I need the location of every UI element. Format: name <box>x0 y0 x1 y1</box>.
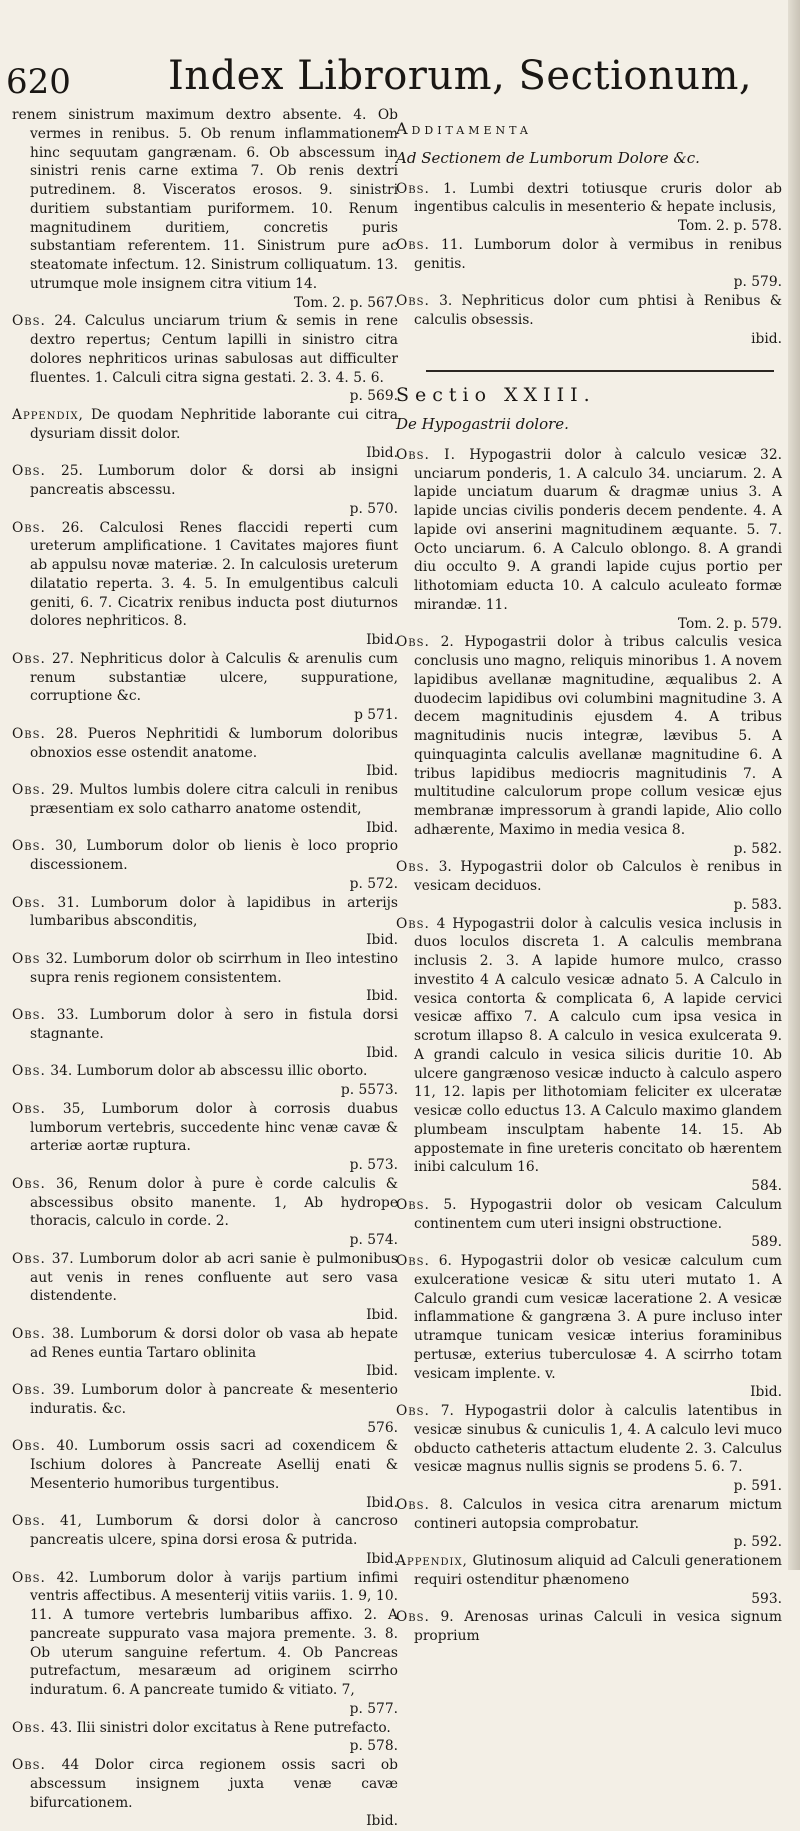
entry-text: 36, Renum dolor à pure è corde calculis & abscessibus obsito manente. 1, Ab hydrope thoracis, calculo in corde. 2. <box>30 1175 399 1230</box>
index-entry <box>12 312 398 406</box>
entry-text: 1. Lumbi dextri totiusque cruris dolor ab ingentibus calculis in mesenterio & hepate inclusis, <box>414 180 782 216</box>
entry-text: 24. Calculus unciarum trium & semis in rene dextro repertus; Centum lapilli in sinistro citra dolores nephriticos urinas sabulosas aut difficulter fluentes. 1. Calculi citra signa gestati. 2. 3. 4. 5. 6. <box>30 313 399 386</box>
page-reference: 584. <box>751 1178 782 1194</box>
entry-text: 29. Multos lumbis dolere citra calculi in renibus præsentiam ex solo catharro anatome ostendit, <box>30 782 398 817</box>
entry-label: Appendix, <box>12 407 84 423</box>
entry-text: 30, Lumborum dolor ob lienis è loco proprio discessionem. <box>30 838 399 873</box>
entry-text: 8. Calculos in vesica citra arenarum mictum contineri autopsia comprobatur. <box>414 1496 782 1532</box>
page-reference: Ibid. <box>366 1550 398 1567</box>
entry-label: Obs. I. <box>396 446 456 463</box>
index-entry <box>12 406 398 462</box>
page-reference: Ibid. <box>366 1044 398 1061</box>
page-reference: p. 573. <box>349 1157 398 1173</box>
page-reference: p. 592. <box>733 1534 782 1551</box>
page-reference: p. 582. <box>733 840 782 857</box>
page-number: 620 <box>6 62 71 102</box>
index-entry <box>12 1175 398 1250</box>
index-entry <box>396 1402 782 1496</box>
entry-label: Obs. <box>12 838 46 855</box>
index-entry <box>12 1381 398 1437</box>
entry-label: Obs. <box>396 1196 430 1213</box>
page-reference: p. 579. <box>733 274 782 291</box>
index-entry <box>12 1250 398 1325</box>
page-reference: Ibid. <box>366 1363 398 1380</box>
page-reference: Ibid. <box>366 763 398 780</box>
page-reference: ibid. <box>751 330 782 347</box>
index-entry <box>396 292 782 348</box>
entry-label: Obs. <box>12 463 46 480</box>
page-reference: 589. <box>751 1234 782 1251</box>
entry-text: 34. Lumborum dolor ab abscessu illic oborto. <box>50 1063 368 1080</box>
entry-text: 7. Hypogastrii dolor à calculis latentibus in vesicæ sinubus & cuniculis 1, 4. A calculo levi muco obducto catheteris attactum eludente 2. 3. Calculus vesicæ magnus nullis signis se prodens 5. 6. 7. <box>414 1403 782 1476</box>
entry-text: 41, Lumborum & dorsi dolor à cancroso pancreatis ulcere, spina dorsi erosa & putrida. <box>30 1513 398 1548</box>
entry-label: Obs. <box>12 1325 46 1342</box>
entry-label: Obs. <box>12 650 46 667</box>
entry-text: 6. Hypogastrii dolor ob vesicæ calculum cum exulceratione vesicæ & situ uteri mutato 1. A Calculo grandi cum vesicæ laceratione 2. A vesicæ inflammatione & gangræna 3. A pure incluso inter utramque tunicam vesicæ interius foraminibus pertusæ, exterius tuberculosæ 4. A scirrho totam vesicam implente. v. <box>414 1253 782 1382</box>
page-reference: Ibid. <box>366 1813 398 1830</box>
entry-text: 40. Lumborum ossis sacri ad coxendicem & Ischium dolores à Pancreate Asellij enati & Mesenterio humoribus turgentibus. <box>30 1438 399 1492</box>
entry-label: Obs. <box>12 1382 46 1398</box>
entry-text: 11. Lumborum dolor à vermibus in renibus genitis. <box>414 236 782 272</box>
entry-text: Hypogastrii dolor à calculo vesicæ 32. unciarum ponderis, 1. A calculo 34. unciarum. 2. A lapide unciatum duarum & dragmæ unius 3. A lapide uncias civilis ponderis decem pendente. 4. A lapide ovi anserini magnitudinem æquante. 5. 7. Octo unciarum. 6. A Calculo oblongo. 8. A grandi diu occulto 9. A grandi lapide cujus portio per lithotomiam educta 10. A calculo aculeato formæ mirandæ. 11. <box>414 446 782 613</box>
entry-label: Obs. <box>12 1569 46 1586</box>
index-entry <box>396 1252 782 1402</box>
entry-text: 43. Ilii sinistri dolor excitatus à Rene putrefacto. <box>50 1719 391 1736</box>
index-entry <box>396 633 782 858</box>
entry-text: renem sinistrum maximum dextro absente. 4. Ob vermes in renibus. 5. Ob renum inflammationem hinc sequutam gangrænam. 6. Ob abscessum in sinistri renis carne extima 7. Ob renis dextri putredinem. 8. Visceratos erosos. 9. sinistri duritiem substantiam puriformem. 10. Renum magnitudinem duritiem, concretis puris substantiam referentem. 11. Sinistrum pure ac steatomate infectum. 12. Sinistrum colliquatum. 13. utrumque mole insignem citra vitium 14. <box>12 107 398 292</box>
entry-text: 27. Nephriticus dolor à Calculis & arenulis cum renum substantiæ ulcere, suppuratione, corruptione &c. <box>30 650 398 705</box>
page-reference: Ibid. <box>366 444 398 461</box>
entry-label: Obs. <box>12 1063 46 1080</box>
index-entry <box>12 1062 398 1100</box>
entry-text: De quodam Nephritide laborante cui citra dysuriam dissit dolor. <box>30 407 399 442</box>
entry-text: 33. Lumborum dolor à sero in fistula dorsi stagnante. <box>30 1007 398 1042</box>
page-reference: p. 570. <box>349 500 398 517</box>
entry-label: Obs. <box>12 1513 46 1530</box>
index-entry <box>396 1608 782 1646</box>
index-entry <box>12 1756 398 1831</box>
index-entry <box>12 1100 398 1175</box>
index-entry <box>12 950 398 1006</box>
page-reference: p. 577. <box>349 1700 398 1717</box>
entry-text: 44 Dolor circa regionem ossis sacri ob abscessum insignem juxta venæ cavæ bifurcationem. <box>30 1757 398 1811</box>
index-entry <box>12 1569 398 1719</box>
additamenta-list <box>396 180 782 349</box>
entry-text: 32. Lumborum dolor ob scirrhum in Ileo intestino supra renis regionem consistentem. <box>30 950 398 986</box>
page-reference: p. 583. <box>733 896 782 913</box>
entry-label: Obs. <box>396 180 430 197</box>
entry-text: 3. Nephriticus dolor cum phtisi à Renibus & calculis obsessis. <box>414 293 782 328</box>
page-reference: Ibid. <box>750 1384 782 1401</box>
index-entry <box>396 180 782 236</box>
page-reference: p. 569. <box>349 388 398 405</box>
entry-text: 35, Lumborum dolor à corrosis duabus lumborum vertebris, succedente hinc venæ cavæ & arteriæ aortæ ruptura. <box>30 1100 398 1155</box>
running-title: Index Librorum, Sectionum, <box>168 53 753 99</box>
right-column <box>396 106 782 1646</box>
entry-label: Obs. <box>396 1253 430 1269</box>
entry-label: Obs. <box>396 634 430 651</box>
index-entry <box>396 1496 782 1552</box>
page-reference: 576. <box>367 1419 398 1436</box>
entry-label: Obs. <box>396 915 430 932</box>
entry-label: Obs. <box>12 1757 46 1773</box>
entry-label: Obs. <box>12 313 46 330</box>
entry-label: Obs. <box>396 1496 430 1513</box>
entry-text: 42. Lumborum dolor à varijs partium infimi ventris affectibus. A mesenterij vitiis variis. 1. 9, 10. 11. A tumore vertebris lumbaribus affixo. 2. A pancreate suppurato vasa majora premente. 3. 8. Ob uterum sanguine refertum. 4. Ob Pancreas putrefactum, mesaræum ad originem scirrho induratum. 6. A pancreate tumido & vitiato. 7, <box>30 1569 398 1698</box>
entry-label: Obs. <box>12 782 46 798</box>
page-reference: p. 5573. <box>340 1082 398 1098</box>
section-entries <box>396 446 782 1646</box>
index-entry <box>396 1196 782 1252</box>
entry-text: 4 Hypogastrii dolor à calculis vesica inclusis in duos loculos discreta 1. A calculis membrana inclusis 2. 3. A lapide humore mulco, crasso investito 4 A calculo vesicæ adnato 5. A Calculo in vesica contorta & complicata 6, A lapide cervici vesicæ affixo 7. A calculo cum ipsa vesica in scrotum illapso 8. A calculo in vesica exulcerata 9. A grandi calculo in vesica silicis duritie 10. Ab ulcere gangrænoso vesicæ inducto à calculo aspero 11, 12. lapis per lithotomiam feliciter ex ulceratæ vesicæ collo eductus 13. A Calculo maximo glandem plumbeam insculptam habente 14. 15. Ab appostemate in fine ureteris concitato ob hærentem inibi calculum 16. <box>414 915 782 1176</box>
index-entry <box>12 650 398 725</box>
index-entry <box>12 1325 398 1381</box>
entry-text: 37. Lumborum dolor ab acri sanie è pulmonibus aut venis in renes confluente aut sero vasa distendente. <box>30 1250 399 1305</box>
entry-text: 31. Lumborum dolor à lapidibus in arterijs lumbaribus absconditis, <box>30 894 399 930</box>
entry-text: 26. Calculosi Renes flaccidi reperti cum ureterum amplificatione. 1 Cavitates majores fiunt ab appulsu novæ materiæ. 2. In calculosis ureterum dilatatio reperta. 3. 4. 5. In emulgentibus calculi geniti, 6. 7. Cicatrix renibus inducta post diuturnos dolores nephriticos. 8. <box>30 519 399 630</box>
entry-text: 39. Lumborum dolor à pancreate & mesenterio induratis. &c. <box>30 1382 398 1417</box>
index-entry <box>12 519 398 650</box>
additamenta-title: Additamenta <box>396 119 532 138</box>
entry-text: 3. Hypogastrii dolor ob Calculos è renibus in vesicam deciduos. <box>414 859 782 894</box>
page-reference: p. 574. <box>349 1232 398 1248</box>
page-reference: Tom. 2. p. 579. <box>677 615 782 632</box>
index-entry <box>396 858 782 914</box>
index-entry <box>12 781 398 837</box>
page-reference: Tom. 2. p. 567. <box>293 294 398 311</box>
entry-label: Obs. <box>12 1100 46 1117</box>
entry-label: Obs. <box>396 859 430 876</box>
page-reference: p. 578. <box>349 1738 398 1755</box>
entry-label: Appendix, <box>396 1553 468 1569</box>
section-subtitle: De Hypogastrii dolore. <box>396 415 569 433</box>
entry-text: 9. Arenosas urinas Calculi in vesica signum proprium <box>414 1609 782 1644</box>
entry-text: Glutinosum aliquid ad Calculi generationem requiri ostenditur phænomeno <box>414 1553 782 1588</box>
section-divider <box>426 370 774 372</box>
entry-label: Obs. <box>396 293 430 309</box>
entry-text: 28. Pueros Nephritidi & lumborum doloribus obnoxios esse ostendit anatome. <box>30 725 398 761</box>
entry-label: Obs. <box>12 519 46 536</box>
index-entry <box>12 725 398 781</box>
entry-label: Obs. <box>12 725 46 742</box>
index-entry <box>12 894 398 950</box>
entry-label: Obs. <box>12 1007 46 1023</box>
index-entry <box>12 462 398 518</box>
additamenta-subtitle: Ad Sectionem de Lumborum Dolore &c. <box>396 148 700 167</box>
entry-label: Obs. <box>12 1719 46 1736</box>
entry-label: Obs. <box>396 1403 430 1419</box>
index-entry <box>396 446 782 634</box>
page-reference: p. 572. <box>349 875 398 892</box>
entry-label: Obs. <box>396 236 430 253</box>
index-entry <box>396 1552 782 1608</box>
entry-text: 2. Hypogastrii dolor à tribus calculis vesica conclusis uno magno, reliquis minoribus 1. A novem lapidibus avellanæ magnitudine, æqualibus 2. A duodecim lapidibus ovi columbini magnitudine 3. A decem magnitudinis ejusdem 4. A tribus magnitudinis nucis integræ, lævibus 5. A quinquaginta calculis avellanæ magnitudine 6. A tribus lapidibus mediocris magnitudinis 7. A multitudine calculorum prope collum vesicæ ejus membranæ impressorum à grandi lapide, Alio collo adhærente, Maximo in media vesica 8. <box>414 634 782 838</box>
entry-label: Obs. <box>12 894 46 911</box>
page-reference: Ibid. <box>366 988 398 1005</box>
entry-label: Obs. <box>12 1175 46 1192</box>
index-entry <box>12 837 398 893</box>
entry-label: Obs. <box>12 1438 46 1455</box>
entry-text: 5. Hypogastrii dolor ob vesicam Calculum continentem cum uteri insigni obstructione. <box>414 1196 782 1232</box>
page-reference: p. 591. <box>733 1478 782 1494</box>
entry-label: Obs. <box>12 1250 46 1267</box>
page-reference: Tom. 2. p. 578. <box>677 218 782 234</box>
page-edge <box>788 0 800 1570</box>
index-entry <box>12 1006 398 1062</box>
page-reference: Ibid. <box>366 1494 398 1511</box>
page-reference: Ibid. <box>366 632 398 648</box>
page-reference: Ibid. <box>366 819 398 836</box>
index-entry <box>396 915 782 1196</box>
index-entry <box>12 1437 398 1512</box>
entry-text: 38. Lumborum & dorsi dolor ob vasa ab hepate ad Renes euntia Tartaro oblinita <box>30 1325 398 1361</box>
index-entry <box>12 1512 398 1568</box>
index-entry <box>396 236 782 292</box>
left-column <box>12 106 398 1831</box>
page-reference: 593. <box>751 1590 782 1607</box>
entry-label: Obs <box>12 950 41 967</box>
entry-text: 25. Lumborum dolor & dorsi ab insigni pancreatis abscessu. <box>30 463 399 498</box>
page-reference: Ibid. <box>366 1307 398 1323</box>
index-entry <box>12 106 398 312</box>
section-title: Sectio XXIII. <box>396 384 596 407</box>
index-entry <box>12 1719 398 1757</box>
page-reference: Ibid. <box>366 932 398 948</box>
entry-label: Obs. <box>396 1609 430 1626</box>
page-reference: p 571. <box>354 707 398 723</box>
